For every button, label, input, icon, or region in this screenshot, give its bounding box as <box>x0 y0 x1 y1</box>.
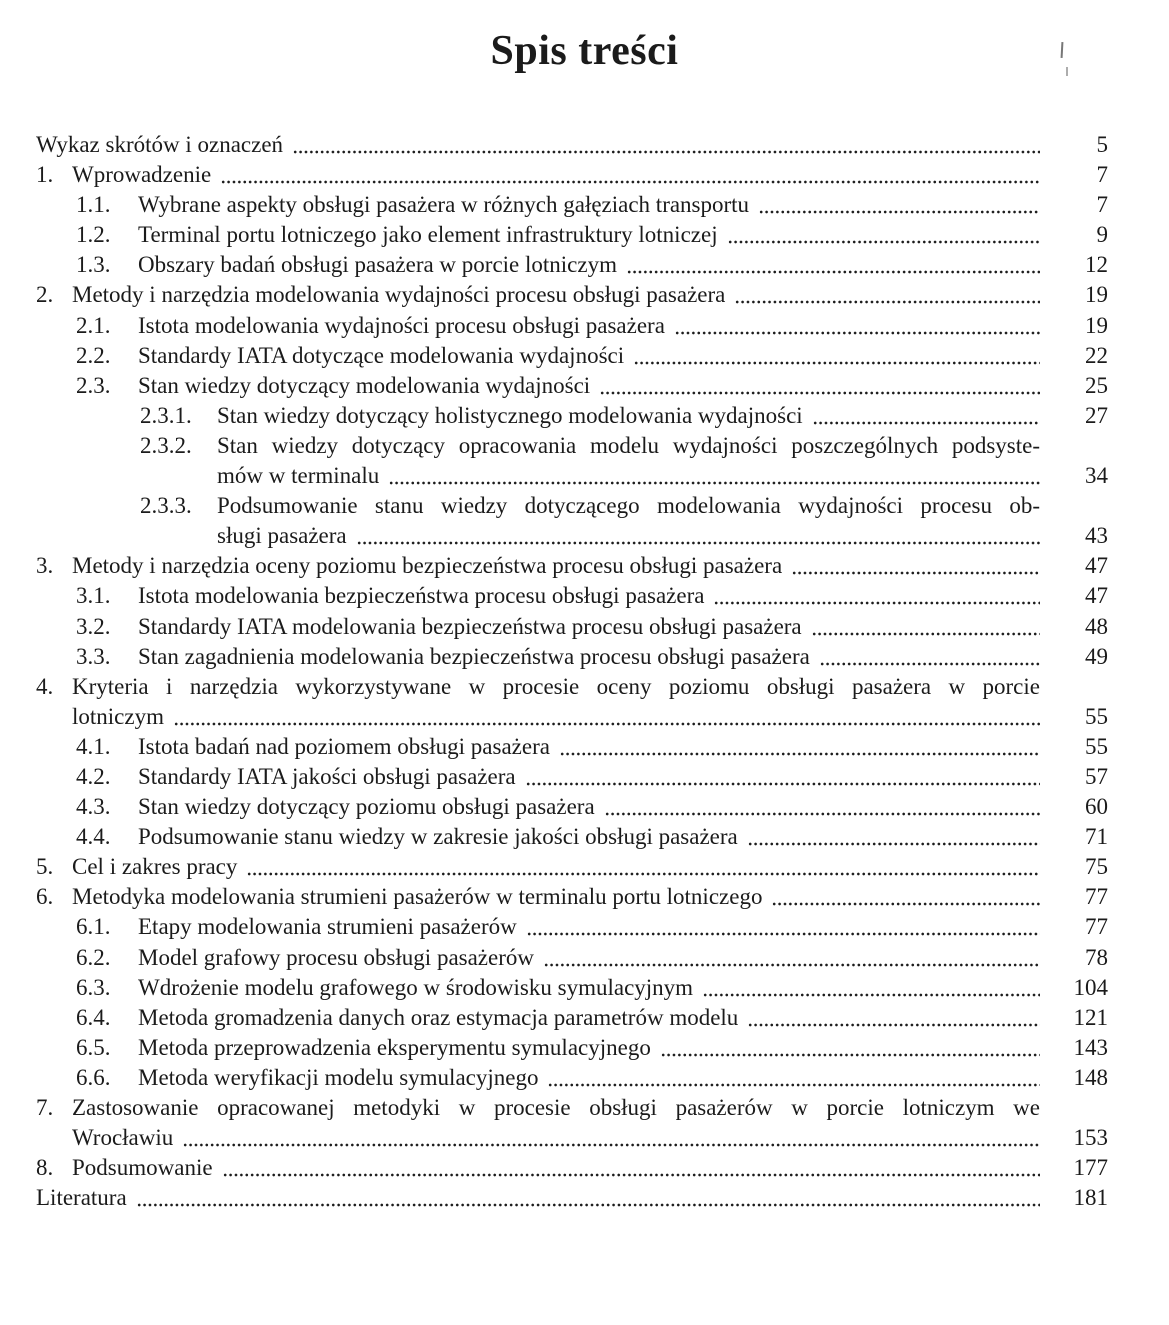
toc-entry-number: 3.2. <box>76 613 111 639</box>
toc-entry-page-number: 19 <box>1085 312 1108 338</box>
toc-entry-number: 2. <box>36 282 54 308</box>
dot-leader <box>389 480 1040 486</box>
dot-leader <box>560 751 1040 757</box>
toc-entry-page-number: 55 <box>1085 703 1108 729</box>
toc-entry-title: Metody i narzędzia modelowania wydajności procesu obsługi pasażera <box>72 282 726 308</box>
dot-leader <box>627 269 1040 275</box>
scan-artifact <box>1066 67 1068 76</box>
toc-entry-page-number: 57 <box>1085 763 1108 789</box>
toc-entry-page-number: 5 <box>1096 132 1108 157</box>
toc-entry <box>0 672 1169 702</box>
dot-leader <box>675 330 1040 336</box>
toc-entry-page-number: 9 <box>1096 222 1108 248</box>
toc-entry-title: Metodyka modelowania strumieni pasażerów w terminalu portu lotniczego <box>72 884 763 910</box>
toc-entry-page-number: 48 <box>1085 613 1108 639</box>
dot-leader <box>357 540 1040 546</box>
toc-entry <box>0 1003 1169 1033</box>
toc-entry-page-number: 22 <box>1085 342 1108 368</box>
toc-entry-page-number: 121 <box>1073 1004 1108 1030</box>
toc-entry-title: Wybrane aspekty obsługi pasażera w różnych gałęziach transportu <box>138 192 750 218</box>
toc-entry-title: Standardy IATA jakości obsługi pasażera <box>138 763 516 789</box>
toc-entry-title: Podsumowanie stanu wiedzy w zakresie jakości obsługi pasażera <box>138 824 738 850</box>
toc-entry <box>0 461 1169 491</box>
toc-entry <box>0 792 1169 822</box>
toc-entry <box>0 762 1169 792</box>
toc-entry-title: Zastosowanie opracowanej metodyki w procesie obsługi pasażerów w porcie lotniczym we <box>72 1095 1040 1120</box>
dot-leader <box>748 841 1040 847</box>
toc-entry-page-number: 7 <box>1096 162 1108 188</box>
toc-entry-page-number: 49 <box>1085 643 1108 669</box>
toc-entry-number: 6.4. <box>76 1004 111 1030</box>
dot-leader <box>605 811 1040 817</box>
toc-entry-number: 6.2. <box>76 944 111 970</box>
toc-entry-page-number: 143 <box>1073 1034 1108 1060</box>
toc-entry-page-number: 25 <box>1085 372 1108 398</box>
toc-entry <box>0 732 1169 762</box>
toc-entry <box>0 130 1169 160</box>
toc-entry-title: Stan wiedzy dotyczący modelowania wydajności <box>138 372 591 398</box>
toc-entry-page-number: 77 <box>1085 914 1108 940</box>
toc-entry-page-number: 181 <box>1073 1185 1108 1211</box>
toc-entry-page-number: 34 <box>1085 463 1108 489</box>
toc-entry-title: Literatura <box>36 1185 127 1211</box>
toc-entry <box>0 702 1169 732</box>
toc-entry-number: 4.3. <box>76 794 111 820</box>
toc-entry-number: 3.3. <box>76 643 111 669</box>
toc-entry <box>0 1033 1169 1063</box>
toc-entry-page-number: 19 <box>1085 282 1108 308</box>
toc-entry <box>0 250 1169 280</box>
toc-entry-number: 2.3.1. <box>140 402 192 428</box>
toc-entry-page-number: 27 <box>1085 402 1108 428</box>
dot-leader <box>137 1202 1040 1208</box>
toc-entry-number: 1.3. <box>76 252 111 278</box>
toc-entry <box>0 431 1169 461</box>
dot-leader <box>735 299 1040 305</box>
dot-leader <box>527 931 1040 937</box>
toc-entry-title: Stan wiedzy dotyczący poziomu obsługi pasażera <box>138 794 595 820</box>
toc-entry-page-number: 7 <box>1096 192 1108 218</box>
toc-entry-title: Standardy IATA dotyczące modelowania wydajności <box>138 342 625 368</box>
toc-entry-title: Obszary badań obsługi pasażera w porcie lotniczym <box>138 252 617 278</box>
toc-list <box>0 130 1169 1213</box>
toc-entry-page-number: 177 <box>1073 1155 1108 1181</box>
toc-entry-number: 1.2. <box>76 222 111 248</box>
toc-entry-page-number: 75 <box>1085 854 1108 880</box>
toc-entry-page-number: 60 <box>1085 794 1108 820</box>
scanned-toc-page <box>0 30 1169 1325</box>
toc-entry-number: 1. <box>36 162 54 188</box>
dot-leader <box>792 570 1040 576</box>
toc-entry-number: 8. <box>36 1155 54 1181</box>
toc-entry-page-number: 104 <box>1073 974 1108 1000</box>
toc-entry-page-number: 47 <box>1085 553 1108 579</box>
dot-leader <box>526 781 1040 787</box>
dot-leader <box>247 871 1040 877</box>
toc-entry-title: Standardy IATA modelowania bezpieczeństwa procesu obsługi pasażera <box>138 613 802 639</box>
toc-entry-title: Etapy modelowania strumieni pasażerów <box>138 914 517 940</box>
toc-entry-number: 6.1. <box>76 914 111 940</box>
dot-leader <box>813 420 1040 426</box>
toc-entry-page-number: 71 <box>1085 824 1108 850</box>
toc-entry <box>0 551 1169 581</box>
toc-entry <box>0 642 1169 672</box>
toc-entry-number: 4.1. <box>76 733 111 759</box>
dot-leader <box>714 600 1040 606</box>
toc-entry <box>0 280 1169 310</box>
toc-entry-number: 2.2. <box>76 342 111 368</box>
dot-leader <box>634 360 1040 366</box>
toc-entry-title: Istota modelowania bezpieczeństwa procesu obsługi pasażera <box>138 583 705 609</box>
toc-entry-number: 3. <box>36 553 54 579</box>
dot-leader <box>223 1172 1040 1178</box>
toc-entry-number: 6. <box>36 884 54 910</box>
toc-entry-number: 2.3.3. <box>140 493 192 519</box>
toc-entry-number: 5. <box>36 854 54 880</box>
toc-entry-page-number: 78 <box>1085 944 1108 970</box>
toc-entry <box>0 220 1169 250</box>
toc-entry-page-number: 55 <box>1085 733 1108 759</box>
dot-leader <box>544 962 1040 968</box>
toc-entry-page-number: 47 <box>1085 583 1108 609</box>
dot-leader <box>600 390 1040 396</box>
dot-leader <box>661 1052 1040 1058</box>
toc-entry-title: Stan wiedzy dotyczący holistycznego modelowania wydajności <box>217 402 803 428</box>
toc-entry-page-number: 148 <box>1073 1064 1108 1090</box>
toc-entry-title: Wrocławiu <box>72 1125 174 1151</box>
dot-leader <box>293 149 1040 155</box>
toc-entry <box>0 341 1169 371</box>
toc-entry-title: Wykaz skrótów i oznaczeń <box>36 132 284 157</box>
toc-entry <box>0 311 1169 341</box>
toc-entry-page-number: 43 <box>1085 523 1108 549</box>
toc-entry <box>0 943 1169 973</box>
dot-leader <box>772 901 1040 907</box>
page-title: Spis treści <box>490 28 679 74</box>
toc-entry <box>0 521 1169 551</box>
toc-entry-number: 6.6. <box>76 1064 111 1090</box>
toc-entry <box>0 973 1169 1003</box>
toc-entry-number: 2.1. <box>76 312 111 338</box>
toc-entry-title: Wprowadzenie <box>72 162 212 188</box>
dot-leader <box>548 1082 1040 1088</box>
dot-leader <box>812 631 1040 637</box>
toc-entry <box>0 852 1169 882</box>
toc-entry <box>0 1123 1169 1153</box>
toc-entry-number: 7. <box>36 1095 54 1120</box>
toc-entry-title: mów w terminalu <box>217 463 380 489</box>
toc-entry-title: sługi pasażera <box>217 523 347 549</box>
toc-entry-title: Metody i narzędzia oceny poziomu bezpieczeństwa procesu obsługi pasażera <box>72 553 783 579</box>
toc-entry-title: Model grafowy procesu obsługi pasażerów <box>138 944 534 970</box>
toc-entry <box>0 160 1169 190</box>
toc-entry-number: 4.2. <box>76 763 111 789</box>
toc-entry-number: 2.3.2. <box>140 432 192 458</box>
toc-entry-title: lotniczym <box>72 703 164 729</box>
toc-entry <box>0 882 1169 912</box>
toc-entry-title: Terminal portu lotniczego jako element infrastruktury lotniczej <box>138 222 718 248</box>
dot-leader <box>820 661 1040 667</box>
toc-entry-title: Cel i zakres pracy <box>72 854 238 880</box>
toc-entry-page-number: 153 <box>1073 1125 1108 1151</box>
toc-entry-page-number: 12 <box>1085 252 1108 278</box>
toc-entry <box>0 822 1169 852</box>
dot-leader <box>183 1142 1040 1148</box>
dot-leader <box>728 239 1040 245</box>
toc-entry <box>0 612 1169 642</box>
toc-entry-title: Podsumowanie <box>72 1155 213 1181</box>
dot-leader <box>703 992 1040 998</box>
toc-entry <box>0 401 1169 431</box>
toc-entry-number: 6.5. <box>76 1034 111 1060</box>
toc-entry-title: Stan wiedzy dotyczący opracowania modelu wydajności poszczególnych podsyste- <box>217 432 1040 458</box>
toc-entry <box>0 1063 1169 1093</box>
toc-entry-number: 3.1. <box>76 583 111 609</box>
toc-entry-number: 2.3. <box>76 372 111 398</box>
toc-entry <box>0 1183 1169 1213</box>
dot-leader <box>748 1022 1040 1028</box>
toc-entry-title: Stan zagadnienia modelowania bezpieczeństwa procesu obsługi pasażera <box>138 643 810 669</box>
toc-entry-number: 4. <box>36 673 54 699</box>
toc-entry <box>0 912 1169 942</box>
toc-entry-title: Kryteria i narzędzia wykorzystywane w procesie oceny poziomu obsługi pasażera w porcie <box>72 673 1040 699</box>
toc-entry <box>0 1153 1169 1183</box>
toc-entry-number: 4.4. <box>76 824 111 850</box>
dot-leader <box>221 179 1040 185</box>
toc-entry-title: Metoda weryfikacji modelu symulacyjnego <box>138 1064 539 1090</box>
toc-entry-title: Metoda gromadzenia danych oraz estymacja parametrów modelu <box>138 1004 739 1030</box>
toc-entry-number: 6.3. <box>76 974 111 1000</box>
toc-entry-title: Metoda przeprowadzenia eksperymentu symulacyjnego <box>138 1034 651 1060</box>
dot-leader <box>759 209 1040 215</box>
toc-entry <box>0 491 1169 521</box>
toc-entry-title: Podsumowanie stanu wiedzy dotyczącego modelowania wydajności procesu ob- <box>217 493 1040 519</box>
toc-entry <box>0 371 1169 401</box>
toc-entry-number: 1.1. <box>76 192 111 218</box>
toc-entry <box>0 1093 1169 1123</box>
toc-entry <box>0 190 1169 220</box>
dot-leader <box>174 721 1040 727</box>
toc-entry-title: Wdrożenie modelu grafowego w środowisku symulacyjnym <box>138 974 694 1000</box>
toc-entry-page-number: 77 <box>1085 884 1108 910</box>
toc-entry-title: Istota badań nad poziomem obsługi pasażera <box>138 733 550 759</box>
toc-entry-title: Istota modelowania wydajności procesu obsługi pasażera <box>138 312 665 338</box>
toc-entry <box>0 581 1169 611</box>
